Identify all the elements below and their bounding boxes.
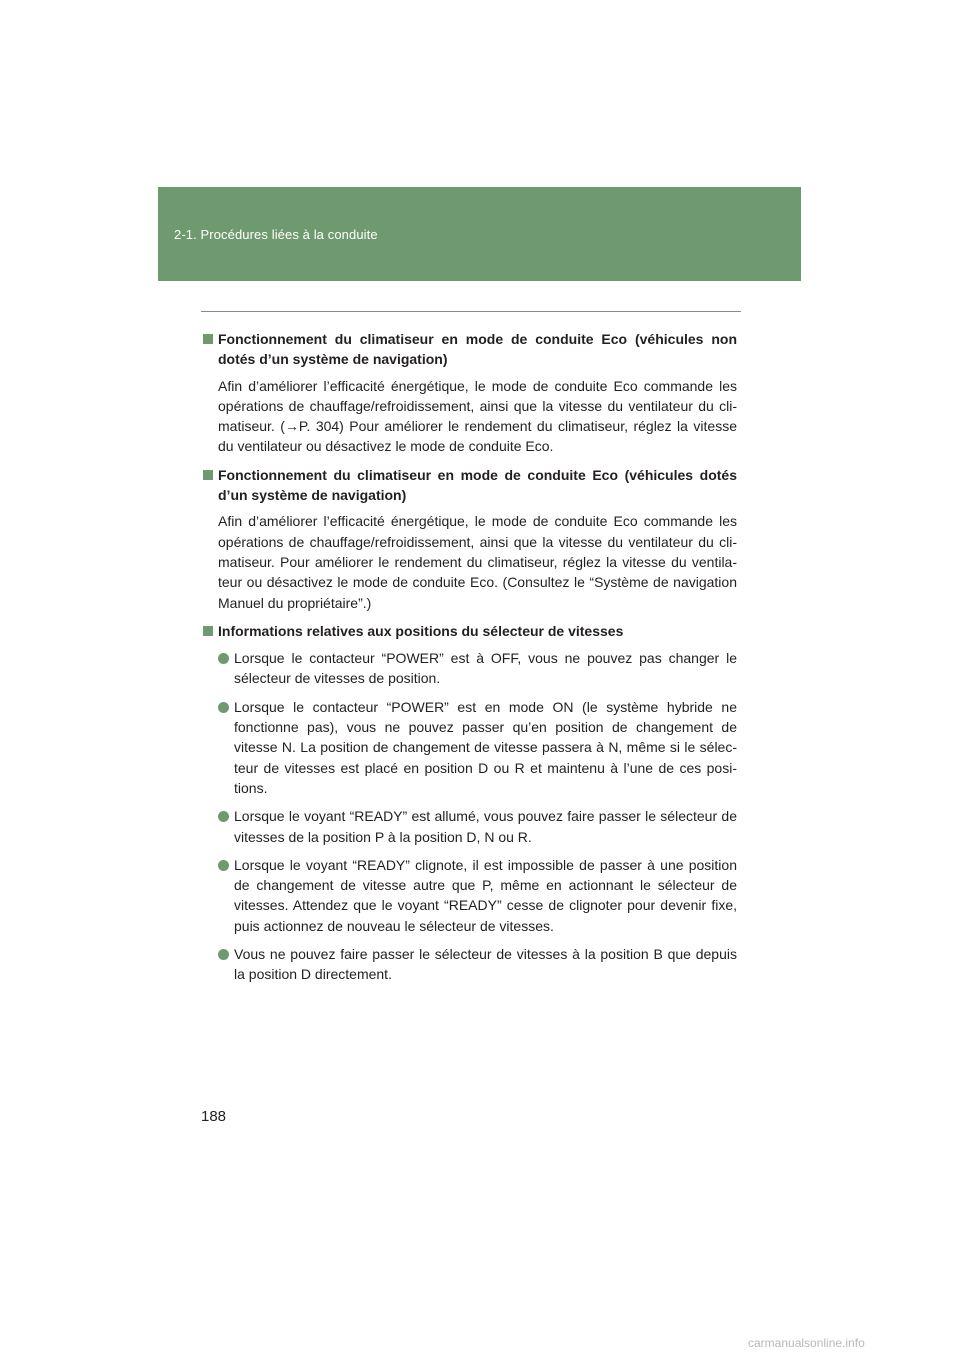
list-item xyxy=(218,806,737,847)
list-item xyxy=(218,697,737,798)
square-bullet-icon xyxy=(203,334,213,344)
bullet-list xyxy=(203,648,737,984)
section-body: Afin d’améliorer l’efficacité énergétique, le mode de conduite Eco commande les opérations de chauffage/refroidissement, ainsi que la vitesse du ventilateur du cli-matiseur. Pour améliorer le rendement du climatiseur, réglez la vitesse du ventila-teur ou désactivez le mode de conduite Eco. (Consultez le “Système de navigation Manuel du propriétaire”.) xyxy=(218,513,737,611)
section-heading: Fonctionnement du climatiseur en mode de conduite Eco (véhicules non dotés d’un système de navigation) xyxy=(218,331,737,368)
list-item-text: Lorsque le voyant “READY” est allumé, vous pouvez faire passer le sélecteur de vitesses de la position P à la position D, N ou R. xyxy=(234,808,737,845)
list-item-text: Lorsque le contacteur “POWER” est en mode ON (le système hybride ne fonctionne pas), vous ne pouvez passer qu’en position de changement de vitesse N. La position de changement de vitesse passera à N, même si le sélec-teur de vitesses est placé en position D ou R et maintenu à l’une de ces posi-tions. xyxy=(234,698,737,796)
section-title: 2-1. Procédures liées à la conduite xyxy=(174,227,378,242)
circle-bullet-icon xyxy=(218,949,229,960)
section-body: Afin d’améliorer l’efficacité énergétique, le mode de conduite Eco commande les opérations de chauffage/refroidissement, ainsi que la vitesse du ventilateur du cli-matiseur. (→P. 304) Pour améliorer le rendement du climatiseur, réglez la vitesse du ventilateur ou désactivez le mode de conduite Eco. xyxy=(218,377,737,455)
list-item-text: Lorsque le contacteur “POWER” est à OFF, vous ne pouvez pas changer le sélecteur de vitesses de position. xyxy=(234,650,737,687)
content-area xyxy=(203,329,737,993)
list-item xyxy=(218,855,737,936)
header-rule xyxy=(201,311,741,312)
section-eco-ac-no-nav xyxy=(203,329,737,457)
section-heading: Informations relatives aux positions du sélecteur de vitesses xyxy=(218,622,624,639)
circle-bullet-icon xyxy=(218,702,229,713)
section-shift-lever-info xyxy=(203,621,737,985)
square-bullet-icon xyxy=(203,626,213,636)
section-heading: Fonctionnement du climatiseur en mode de conduite Eco (véhicules dotés d’un système de navigation) xyxy=(218,466,737,504)
section-eco-ac-nav xyxy=(203,465,737,613)
list-item xyxy=(218,648,737,689)
list-item-text: Vous ne pouvez faire passer le sélecteur de vitesses à la position B que depuis la position D directement. xyxy=(234,946,737,983)
circle-bullet-icon xyxy=(218,653,229,664)
watermark: carmanualsonline.info xyxy=(748,1336,865,1350)
page-number: 188 xyxy=(201,1108,227,1125)
chapter-header-band xyxy=(158,187,801,281)
list-item-text: Lorsque le voyant “READY” clignote, il est impossible de passer à une position de changement de vitesse autre que P, même en actionnant le sélecteur de vitesses. Attendez que le voyant “READY” cesse de clignoter pour devenir fixe, puis actionnez de nouveau le sélecteur de vitesses. xyxy=(234,856,737,934)
circle-bullet-icon xyxy=(218,860,229,871)
square-bullet-icon xyxy=(203,470,213,480)
circle-bullet-icon xyxy=(218,811,229,822)
list-item xyxy=(218,944,737,985)
